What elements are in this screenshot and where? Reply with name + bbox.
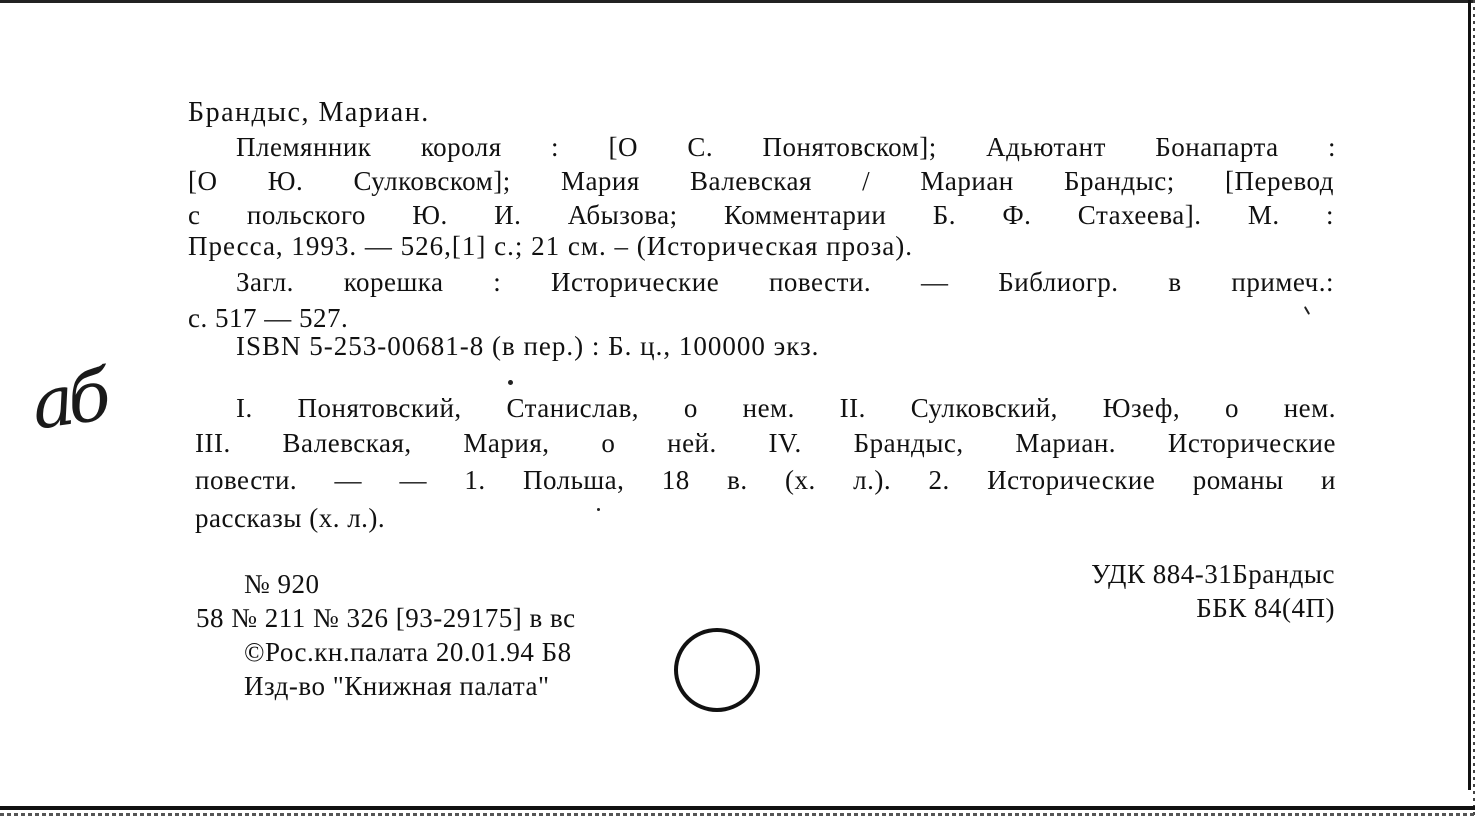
- handwritten-mark: аб: [26, 354, 110, 446]
- title-line-2: [О Ю. Сулковском]; Мария Валевская / Мариан Брандыс; [Перевод: [188, 166, 1334, 196]
- footer-publisher: Изд-во "Книжная палата": [244, 671, 550, 701]
- scan-speck: [1304, 306, 1310, 315]
- round-stamp: [674, 628, 760, 712]
- scan-speck: [597, 508, 600, 511]
- bbk-code: ББК 84(4П): [1196, 593, 1335, 623]
- subjects-line-1: I. Понятовский, Станислав, о нем. II. Сулковский, Юзеф, о нем.: [236, 393, 1336, 423]
- footer-number: № 920: [244, 569, 320, 599]
- title-line-3: с польского Ю. И. Абызова; Комментарии Б. Ф. Стахеева]. М. :: [188, 200, 1334, 230]
- author-heading: Брандыс, Мариан.: [188, 97, 430, 128]
- subjects-line-3: повести. — — 1. Польша, 18 в. (х. л.). 2. Исторические романы и: [195, 465, 1336, 495]
- notes-line-2: с. 517 — 527.: [188, 303, 349, 333]
- card-right-border: [1468, 0, 1471, 790]
- title-line-4: Пресса, 1993. — 526,[1] с.; 21 см. – (Историческая проза).: [188, 231, 914, 261]
- subjects-line-4: рассказы (х. л.).: [195, 503, 386, 533]
- footer-codes: 58 № 211 № 326 [93-29175] в вс: [196, 603, 576, 633]
- footer-copyright: ©Рос.кн.палата 20.01.94 Б8: [244, 637, 572, 667]
- udc-code: УДК 884-31Брандыс: [1091, 559, 1335, 589]
- scan-speck: [508, 380, 513, 385]
- subjects-line-2: III. Валевская, Мария, о ней. IV. Брандыс, Мариан. Исторические: [195, 428, 1336, 458]
- card-top-border: [0, 0, 1475, 3]
- title-line-1: Племянник короля : [О С. Понятовском]; Адьютант Бонапарта :: [236, 132, 1336, 162]
- isbn-line: ISBN 5-253-00681-8 (в пер.) : Б. ц., 100000 экз.: [236, 331, 820, 361]
- card-bottom-border: [0, 806, 1475, 810]
- notes-line-1: Загл. корешка : Исторические повести. — Библиогр. в примеч.:: [236, 267, 1334, 297]
